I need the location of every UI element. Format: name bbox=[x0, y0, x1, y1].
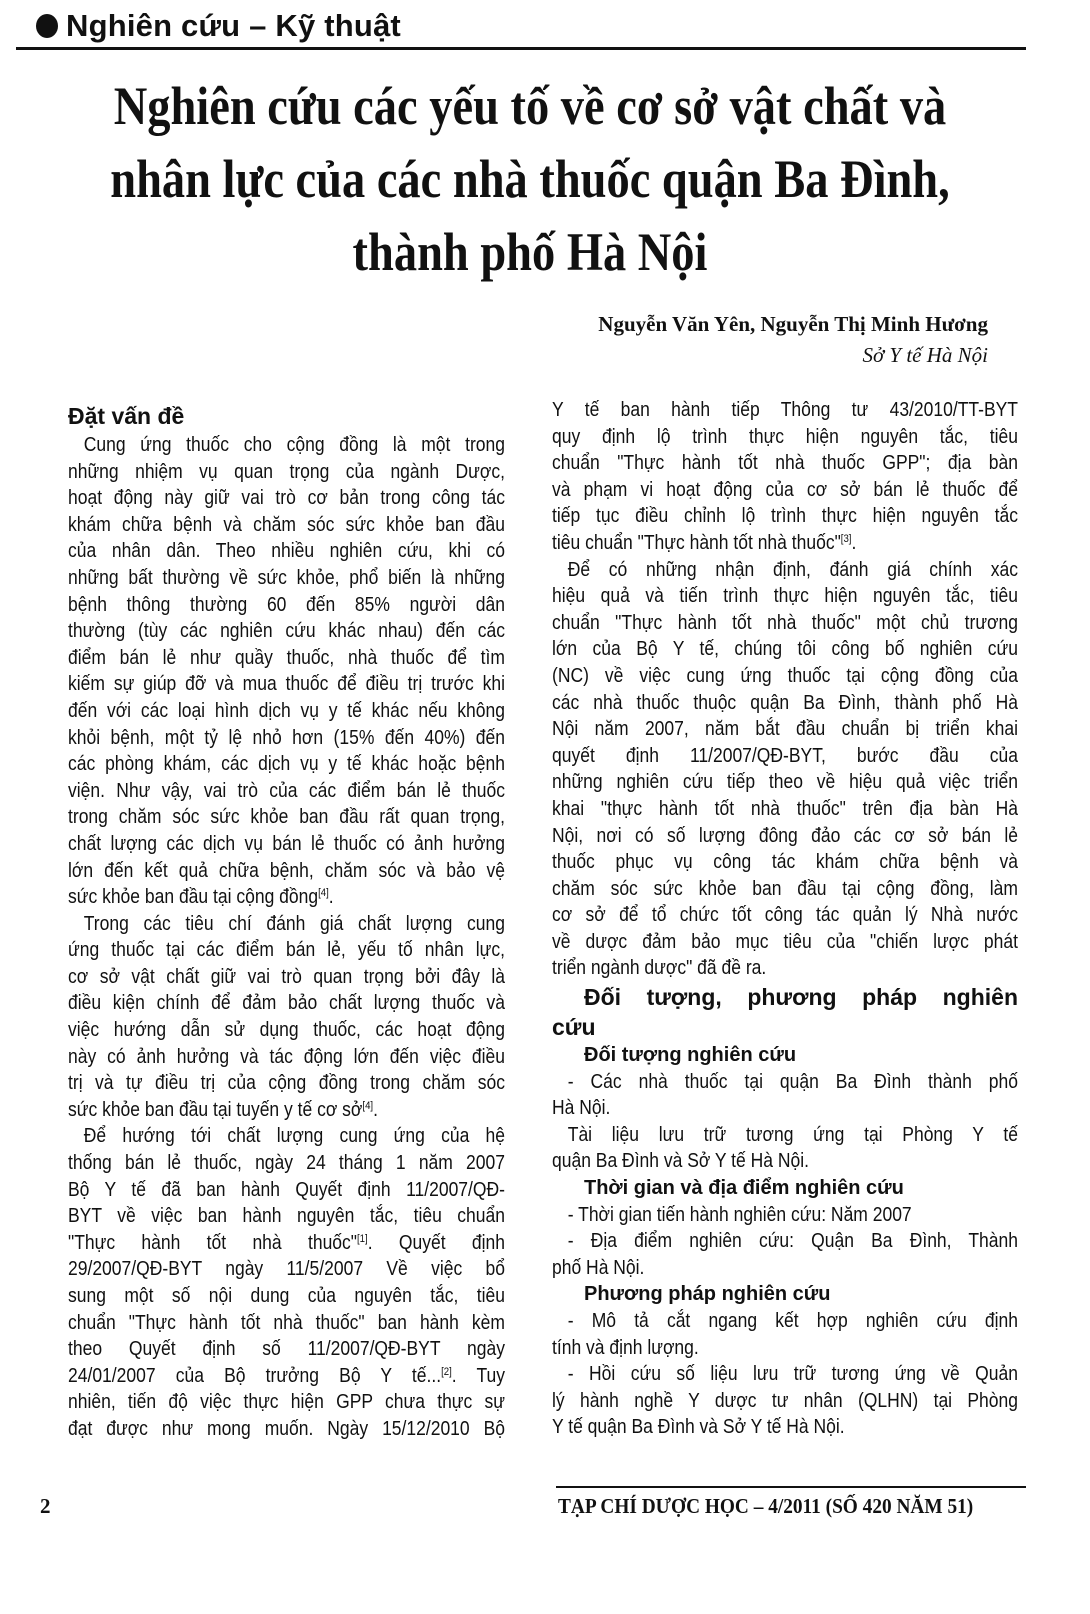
subheading bbox=[552, 1042, 1018, 1069]
line-text: Y tế ban hành tiếp Thông tư 43/2010/TT-BYT bbox=[552, 399, 1018, 421]
line-text: lớn của Bộ Y tế, chúng tôi công bố nghiên cứu bbox=[552, 638, 1018, 661]
text-line bbox=[552, 769, 1018, 796]
line-text: Bộ Y tế đã ban hành Quyết định 11/2007/QĐ- bbox=[68, 1178, 505, 1201]
line-text: tiếp tục điều chỉnh lộ trình thực hiện nguyên tắc bbox=[552, 505, 1018, 528]
line-text: sức khỏe ban đầu tại cộng đồng bbox=[68, 886, 319, 909]
line-text: BYT về việc ban hành nguyên tắc, tiêu chuẩn bbox=[68, 1205, 505, 1228]
text-line bbox=[68, 512, 505, 539]
citation-reference: [1] bbox=[357, 1232, 368, 1245]
text-line bbox=[68, 1283, 505, 1310]
paragraph bbox=[552, 557, 1018, 983]
line-text: Để có những nhận định, đánh giá chính xác bbox=[567, 558, 1018, 581]
line-text: . bbox=[851, 531, 857, 554]
text-line bbox=[552, 716, 1018, 743]
line-text: cơ sở để tổ chức tốt công tác quản lý Nhà nước bbox=[552, 904, 1018, 927]
line-text: tiêu chuẩn "Thực hành tốt nhà thuốc" bbox=[552, 531, 841, 554]
text-line bbox=[68, 698, 505, 725]
text-line bbox=[552, 1414, 1018, 1441]
paragraph bbox=[552, 397, 1018, 557]
line-text: Tài liệu lưu trữ tương ứng tại Phòng Y tế bbox=[567, 1123, 1018, 1146]
text-line bbox=[68, 1097, 505, 1124]
text-line bbox=[68, 831, 505, 858]
line-text: Nội, nơi có số lượng đông đảo các cơ sở bán lẻ bbox=[552, 824, 1018, 847]
line-text: - Mô tả cắt ngang kết hợp nghiên cứu định bbox=[567, 1310, 1018, 1332]
text-line bbox=[552, 530, 1018, 557]
line-text: Đối tượng, phương pháp nghiên bbox=[584, 984, 1018, 1011]
line-text: những bất thường về sức khỏe, phổ biến là những bbox=[68, 566, 505, 589]
line-text: Đặt vấn đề bbox=[68, 403, 185, 429]
line-text: khai "thực hành tốt nhà thuốc" trên địa bàn Hà bbox=[552, 797, 1018, 820]
paragraph bbox=[552, 1122, 1018, 1175]
text-line bbox=[68, 725, 505, 752]
paragraph bbox=[552, 1308, 1018, 1361]
text-line bbox=[68, 432, 505, 459]
paragraph bbox=[68, 911, 505, 1124]
line-text: việc hướng dẫn sử dụng thuốc, các hoạt động bbox=[68, 1019, 505, 1042]
text-line bbox=[68, 1256, 505, 1283]
bullet-icon bbox=[36, 14, 58, 38]
right-column bbox=[552, 397, 1018, 1441]
text-line bbox=[68, 565, 505, 592]
text-line bbox=[552, 583, 1018, 610]
text-line bbox=[68, 1044, 505, 1071]
text-line bbox=[552, 610, 1018, 637]
line-text: . Quyết định bbox=[367, 1231, 506, 1254]
line-text: 29/2007/QĐ-BYT ngày 11/5/2007 Về việc bổ bbox=[68, 1258, 505, 1281]
line-text: triển ngành dược" đã đề ra. bbox=[552, 957, 767, 980]
line-text: chất lượng các dịch vụ bán lẻ thuốc có ảnh hưởng bbox=[68, 832, 505, 855]
text-line bbox=[552, 1255, 1018, 1282]
line-text: Trong các tiêu chí đánh giá chất lượng cung bbox=[83, 912, 505, 935]
text-line bbox=[552, 1228, 1018, 1255]
line-text: chuẩn "Thực hành tốt nhà thuốc GPP"; địa bàn bbox=[552, 452, 1018, 475]
text-line bbox=[68, 911, 505, 938]
line-text: kiếm sự giúp đỡ và mua thuốc để điều trị trước khi bbox=[68, 673, 505, 696]
title-line: thành phố Hà Nội bbox=[352, 222, 708, 282]
text-line bbox=[68, 1389, 505, 1416]
line-text: Y tế quận Ba Đình và Sở Y tế Hà Nội. bbox=[552, 1416, 845, 1439]
line-text: những nghiên cứu tiếp theo về hiệu quả việc triển bbox=[552, 771, 1018, 794]
line-text: "Thực hành tốt nhà thuốc" bbox=[68, 1231, 358, 1254]
line-text: khỏi bệnh, một tỷ lệ nhỏ hơn (15% đến 40%) đến bbox=[68, 726, 505, 749]
text-line bbox=[68, 671, 505, 698]
text-line bbox=[68, 1230, 505, 1257]
text-line bbox=[552, 397, 1018, 424]
text-line bbox=[552, 663, 1018, 690]
authors: Nguyễn Văn Yên, Nguyễn Thị Minh Hương bbox=[598, 312, 988, 336]
line-text: lý hành nghề Y dược tư nhân (QLHN) tại Phòng bbox=[552, 1389, 1018, 1412]
line-text: hiệu quả và tiến trình thực hiện nguyên tắc, tiêu bbox=[552, 585, 1018, 608]
line-text: quyết định 11/2007/QĐ-BYT, bước đầu của bbox=[552, 744, 1018, 767]
text-line bbox=[68, 485, 505, 512]
line-text: 24/01/2007 của Bộ trưởng Bộ Y tế... bbox=[68, 1364, 442, 1387]
paragraph bbox=[68, 1123, 505, 1442]
paragraph bbox=[552, 1202, 1018, 1229]
line-text: theo Quyết định số 11/2007/QĐ-BYT ngày bbox=[68, 1338, 505, 1361]
line-text: những nhiệm vụ quan trọng của ngành Dược, bbox=[68, 460, 505, 483]
line-text: - Các nhà thuốc tại quận Ba Đình thành phố bbox=[567, 1070, 1018, 1093]
citation-reference: [2] bbox=[441, 1365, 452, 1378]
text-line bbox=[68, 858, 505, 885]
text-line bbox=[552, 876, 1018, 903]
text-line bbox=[552, 477, 1018, 504]
line-text: quy định lộ trình thực hiện nguyên tắc, tiêu bbox=[552, 425, 1018, 448]
section-header bbox=[36, 8, 401, 44]
text-line bbox=[68, 937, 505, 964]
line-text: ứng thuốc tại các điểm bán lẻ, yếu tố nhân lực, bbox=[68, 939, 505, 962]
line-text: và phạm vi hoạt động của cơ sở bán lẻ thuốc để bbox=[552, 478, 1018, 501]
line-text: lớn đến kết quả chữa bệnh, chăm sóc và bảo vệ bbox=[68, 859, 505, 882]
subheading bbox=[552, 1281, 1018, 1308]
text-line bbox=[552, 1308, 1018, 1335]
line-text: viện. Như vậy, vai trò của các điểm bán lẻ thuốc bbox=[68, 779, 505, 802]
line-text: - Địa điểm nghiên cứu: Quận Ba Đình, Thành bbox=[567, 1230, 1018, 1253]
line-text: (NC) về việc cung ứng thuốc tại cộng đồng của bbox=[552, 664, 1018, 687]
line-text: Cung ứng thuốc cho cộng đồng là một trong bbox=[83, 434, 505, 456]
line-text: đến với các loại hình dịch vụ y tế khác nếu không bbox=[68, 699, 505, 722]
text-line bbox=[552, 982, 1018, 1012]
line-text: Nội năm 2007, năm bắt đầu chuẩn bị triển khai bbox=[552, 718, 1018, 741]
text-line bbox=[552, 743, 1018, 770]
heading bbox=[552, 982, 1018, 1042]
line-text: bệnh thông thường 60 đến 85% người dân bbox=[68, 593, 505, 616]
text-line bbox=[68, 459, 505, 486]
text-line bbox=[584, 1175, 1018, 1202]
line-text: Hà Nội. bbox=[552, 1097, 611, 1120]
affiliation: Sở Y tế Hà Nội bbox=[862, 343, 988, 367]
line-text: Thời gian và địa điểm nghiên cứu bbox=[584, 1177, 904, 1200]
text-line bbox=[584, 1281, 1018, 1308]
line-text: - Hồi cứu số liệu lưu trữ tương ứng về Quản bbox=[567, 1363, 1018, 1386]
text-line bbox=[552, 929, 1018, 956]
line-text: nhiên, tiến độ việc thực hiện GPP chưa thực sự bbox=[68, 1391, 505, 1414]
text-line bbox=[552, 955, 1018, 982]
paragraph bbox=[552, 1069, 1018, 1122]
text-line bbox=[68, 1416, 505, 1443]
text-line bbox=[68, 778, 505, 805]
text-line bbox=[552, 1069, 1018, 1096]
line-text: thuốc phục vụ công tác khám chữa bệnh và bbox=[552, 851, 1018, 874]
text-line bbox=[552, 1335, 1018, 1362]
line-text: . bbox=[328, 886, 334, 909]
text-line bbox=[584, 1042, 1018, 1069]
paragraph bbox=[68, 432, 505, 911]
title-line: nhân lực của các nhà thuốc quận Ba Đình, bbox=[110, 149, 950, 209]
text-line bbox=[552, 1148, 1018, 1175]
text-line bbox=[552, 450, 1018, 477]
subheading bbox=[552, 1175, 1018, 1202]
section-label: Nghiên cứu – Kỹ thuật bbox=[66, 8, 401, 43]
text-line bbox=[552, 557, 1018, 584]
citation-reference: [3] bbox=[840, 532, 852, 545]
text-line bbox=[552, 1095, 1018, 1122]
text-line bbox=[68, 1363, 505, 1390]
text-line bbox=[552, 823, 1018, 850]
text-line bbox=[68, 645, 505, 672]
journal-name: TẠP CHÍ DƯỢC HỌC – 4/2011 (SỐ 420 NĂM 51) bbox=[558, 1494, 974, 1518]
line-text: Đối tượng nghiên cứu bbox=[584, 1044, 797, 1067]
paragraph bbox=[552, 1361, 1018, 1441]
line-text: . bbox=[373, 1098, 378, 1121]
text-line bbox=[68, 592, 505, 619]
text-line bbox=[552, 902, 1018, 929]
text-line bbox=[68, 1336, 505, 1363]
line-text: thường (tùy các nghiên cứu khác nhau) đến các bbox=[68, 620, 505, 643]
line-text: khám chữa bệnh và chăm sóc sức khỏe ban đầu bbox=[68, 513, 505, 536]
line-text: cơ sở vật chất giữ vai trò quan trọng bởi đây là bbox=[68, 965, 505, 988]
text-line bbox=[552, 1202, 1018, 1229]
paragraph bbox=[552, 1228, 1018, 1281]
line-text: sung một số nội dung của nguyên tắc, tiêu bbox=[68, 1285, 505, 1307]
line-text: . Tuy bbox=[451, 1364, 505, 1387]
text-line bbox=[68, 1177, 505, 1204]
line-text: Để hướng tới chất lượng cung ứng của hệ bbox=[83, 1125, 505, 1148]
text-line bbox=[68, 400, 505, 432]
line-text: điều kiện chính để đảm bảo chất lượng thuốc và bbox=[68, 992, 505, 1015]
text-line bbox=[68, 804, 505, 831]
text-line bbox=[68, 964, 505, 991]
line-text: này có ảnh hưởng và tác động lớn đến việc điều bbox=[68, 1045, 505, 1068]
text-line bbox=[68, 1150, 505, 1177]
line-text: quận Ba Đình và Sở Y tế Hà Nội. bbox=[552, 1150, 809, 1173]
line-text: Phương pháp nghiên cứu bbox=[584, 1283, 831, 1306]
text-line bbox=[68, 538, 505, 565]
text-line bbox=[68, 884, 505, 911]
text-line bbox=[68, 1310, 505, 1337]
text-line bbox=[552, 1122, 1018, 1149]
line-text: chuẩn "Thực hành tốt nhà thuốc" ban hành kèm bbox=[68, 1311, 505, 1334]
text-line bbox=[552, 424, 1018, 451]
line-text: trong chăm sóc sức khỏe ban đầu rất quan trọng, bbox=[68, 806, 505, 829]
text-line bbox=[552, 1361, 1018, 1388]
line-text: các phòng khám, các dịch vụ y tế khác hoặc bệnh bbox=[68, 753, 505, 776]
text-line bbox=[68, 618, 505, 645]
text-line bbox=[552, 1012, 1018, 1042]
text-line bbox=[68, 1017, 505, 1044]
line-text: chăm sóc sức khỏe ban đầu tại cộng đồng, làm bbox=[552, 877, 1018, 900]
line-text: sức khỏe ban đầu tại tuyến y tế cơ sở bbox=[68, 1098, 363, 1121]
heading bbox=[68, 400, 505, 432]
left-column bbox=[68, 400, 505, 1443]
text-line bbox=[68, 751, 505, 778]
text-line bbox=[68, 1203, 505, 1230]
text-line bbox=[68, 1123, 505, 1150]
text-line bbox=[552, 636, 1018, 663]
line-text: trị và tự điều trị của cộng đồng trong chăm sóc bbox=[68, 1072, 505, 1095]
page-number: 2 bbox=[40, 1494, 51, 1518]
line-text: tính và định lượng. bbox=[552, 1336, 699, 1359]
line-text: cứu bbox=[552, 1014, 596, 1041]
text-line bbox=[552, 690, 1018, 717]
line-text: các nhà thuốc thuộc quận Ba Đình, thành phố Hà bbox=[552, 691, 1018, 714]
line-text: hoạt động này giữ vai trò cơ bản trong công tác bbox=[68, 487, 505, 510]
text-line bbox=[552, 796, 1018, 823]
line-text: của nhân dân. Theo nhiều nghiên cứu, khi có bbox=[68, 540, 505, 563]
citation-reference: [4] bbox=[362, 1099, 374, 1112]
line-text: thống bán lẻ thuốc, ngày 24 tháng 1 năm 2007 bbox=[68, 1152, 505, 1175]
text-line bbox=[552, 849, 1018, 876]
line-text: - Thời gian tiến hành nghiên cứu: Năm 2007 bbox=[567, 1203, 912, 1226]
line-text: đạt được như mong muốn. Ngày 15/12/2010 Bộ bbox=[68, 1417, 505, 1440]
text-line bbox=[552, 503, 1018, 530]
citation-reference: [4] bbox=[318, 887, 329, 900]
line-text: phố Hà Nội. bbox=[552, 1256, 645, 1279]
text-line bbox=[68, 1070, 505, 1097]
text-line bbox=[68, 990, 505, 1017]
line-text: chuẩn "Thực hành tốt nhà thuốc" một chủ trương bbox=[552, 611, 1018, 634]
title-line: Nghiên cứu các yếu tố về cơ sở vật chất và bbox=[113, 76, 947, 136]
text-line bbox=[552, 1388, 1018, 1415]
line-text: điểm bán lẻ như quầy thuốc, nhà thuốc để tìm bbox=[68, 646, 505, 669]
header-rule bbox=[16, 47, 1026, 50]
line-text: về dược đảm bảo mục tiêu của "chiến lược phát bbox=[552, 930, 1018, 953]
footer-rule bbox=[556, 1486, 1026, 1488]
article-title bbox=[0, 70, 1060, 289]
